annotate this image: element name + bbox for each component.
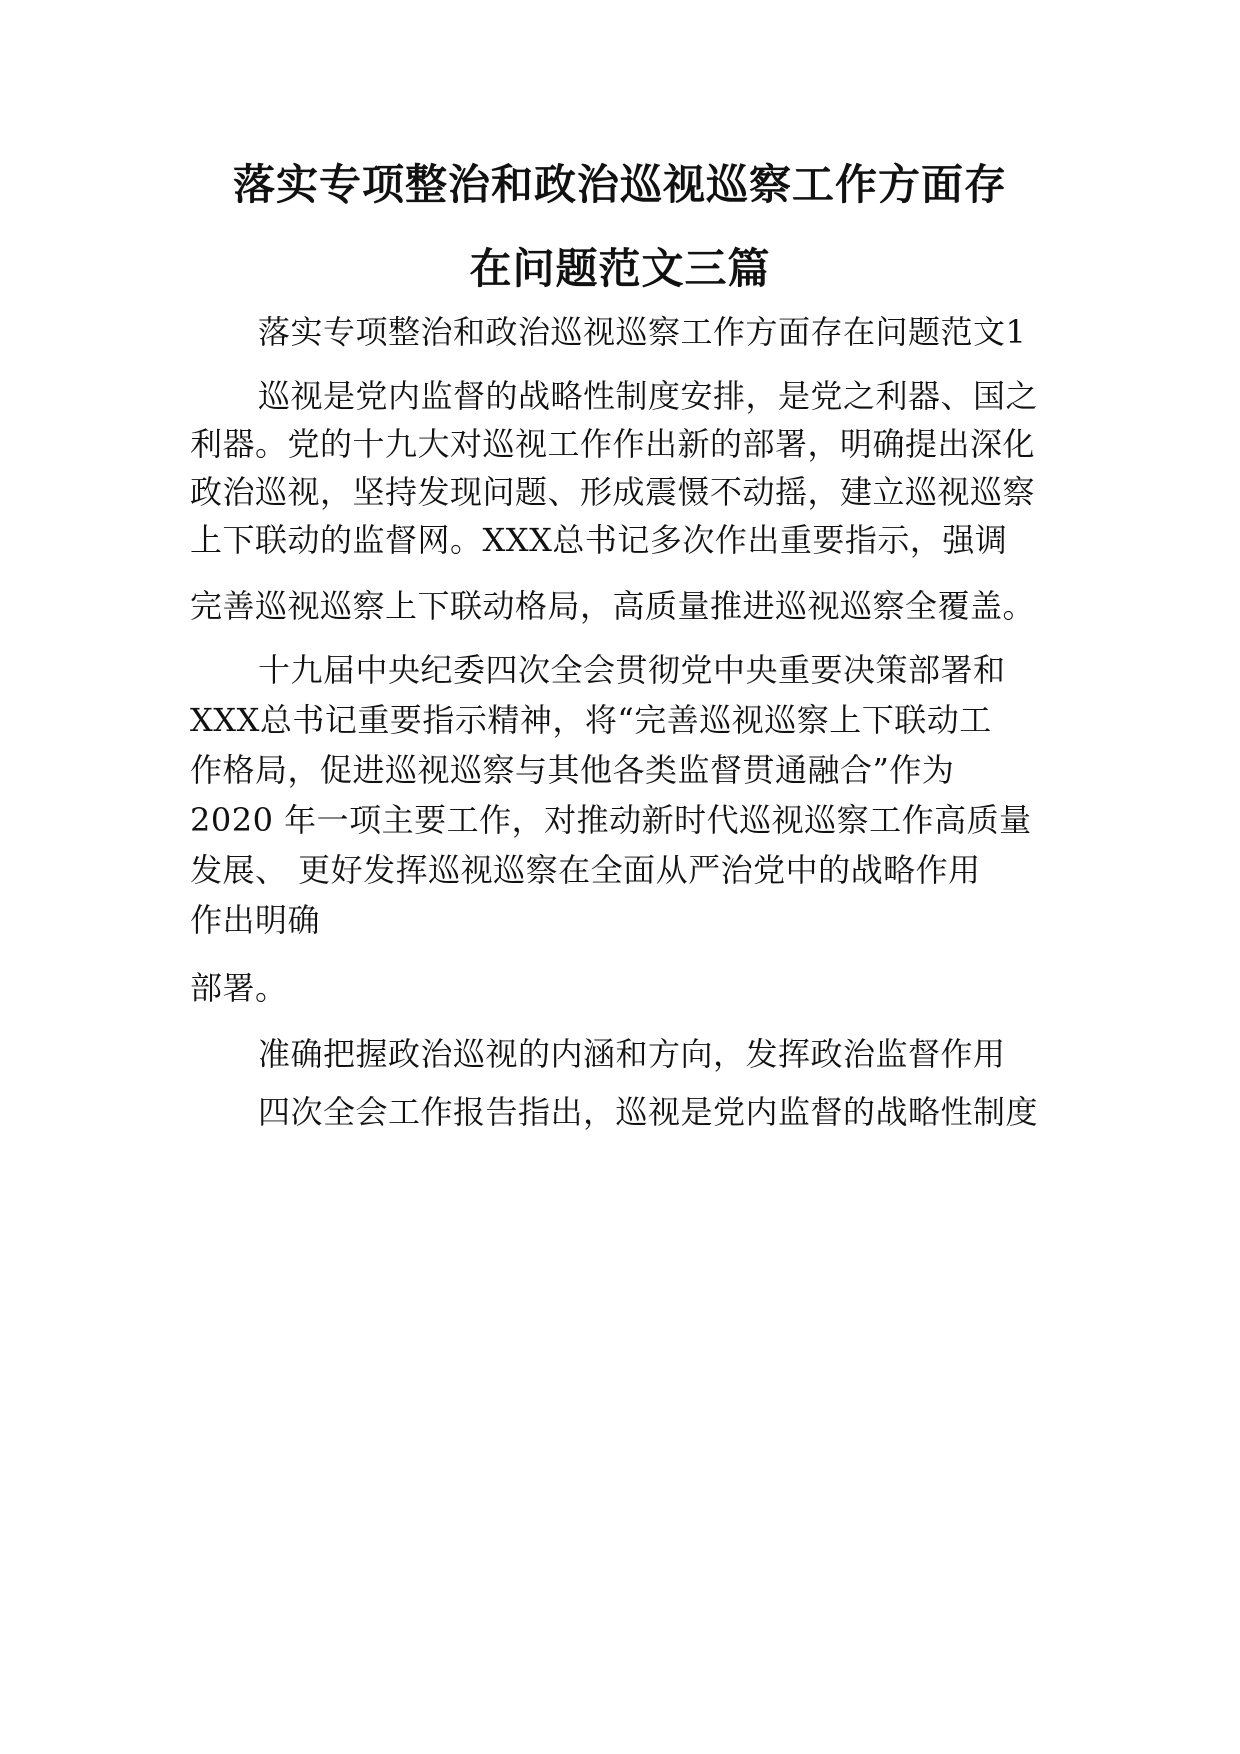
text-line: 十九届中央纪委四次全会贯彻党中央重要决策部署和 bbox=[258, 651, 1006, 689]
text-line: 发展、 更好发挥巡视巡察在全面从严治党中的战略作用 bbox=[190, 851, 981, 889]
text-line: 完善巡视巡察上下联动格局，高质量推进巡视巡察全覆盖。 bbox=[190, 587, 1036, 625]
text-line: 政治巡视，坚持发现问题、形成震慑不动摇，建立巡视巡察 bbox=[190, 473, 1036, 511]
text-line: 巡视是党内监督的战略性制度安排，是党之利器、国之 bbox=[258, 377, 1039, 415]
text-line: 四次全会工作报告指出，巡视是党内监督的战略性制度 bbox=[258, 1093, 1039, 1131]
document-title-line-1: 落实专项整治和政治巡视巡察工作方面存 bbox=[232, 160, 1007, 209]
subtitle-line: 落实专项整治和政治巡视巡察工作方面存在问题范文1 bbox=[258, 313, 1027, 351]
text-line: 利器。党的十九大对巡视工作作出新的部署，明确提出深化 bbox=[190, 425, 1036, 463]
text-line: XXX总书记重要指示精神，将“完善巡视巡察上下联动工 bbox=[190, 701, 992, 739]
text-line: 2020 年一项主要工作，对推动新时代巡视巡察工作高质量 bbox=[190, 801, 1032, 839]
text-line: 部署。 bbox=[190, 969, 288, 1007]
section-heading: 准确把握政治巡视的内涵和方向，发挥政治监督作用 bbox=[258, 1035, 1006, 1073]
text-line: 作格局，促进巡视巡察与其他各类监督贯通融合”作为 bbox=[190, 751, 955, 789]
document-title-line-2: 在问题范文三篇 bbox=[469, 244, 771, 293]
text-line: 作出明确 bbox=[190, 901, 321, 939]
text-line: 上下联动的监督网。XXX总书记多次作出重要指示，强调 bbox=[190, 521, 1008, 559]
